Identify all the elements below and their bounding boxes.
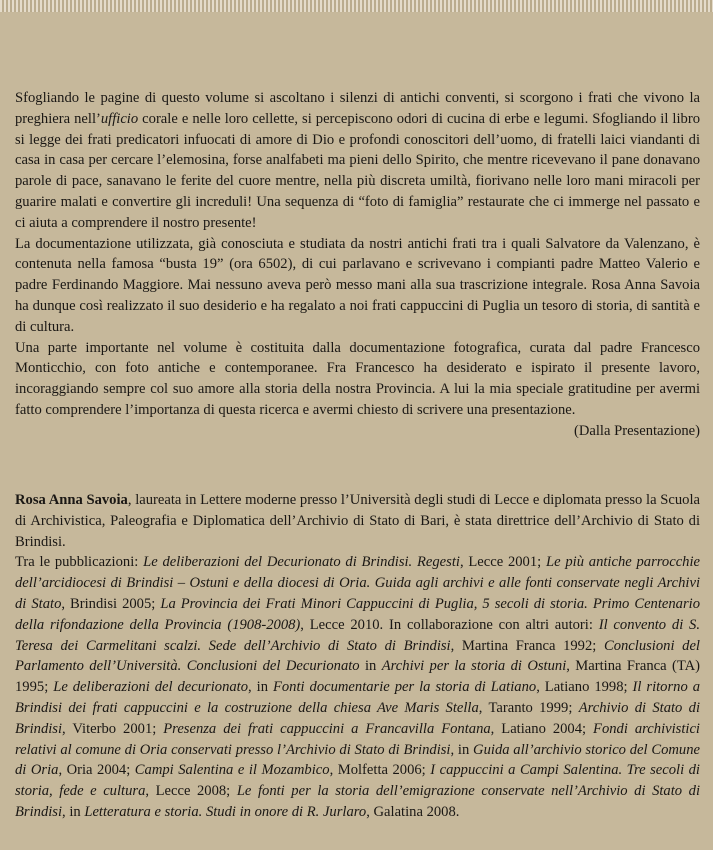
publication-text: , Oria 2004; — [58, 762, 135, 779]
publication-title: Il convento di S. Teresa dei Carmelitani scalzi. Sede dell’Archivio di Stato di Brindisi — [15, 616, 700, 654]
publication-text: , Latiano 2004; — [490, 720, 594, 737]
publications-list — [15, 552, 700, 822]
publication-title: Le deliberazioni del decurionato — [53, 679, 249, 696]
publication-title: Archivi per la storia di Ostuni — [381, 658, 567, 675]
bio-intro: Rosa Anna Savoia, laureata in Lettere moderne presso l’Università degli studi di Lecce e diplomata presso la Scuola di Archivistica, Paleografia e Diplomatica dell’Archivio di Stato di Bari, è stata direttrice dell’Archivio di Stato di Brindisi. — [15, 492, 701, 550]
publication-title: La Provincia dei Frati Minori Cappuccini di Puglia, 5 secoli di storia. Primo Centenario della rifondazione della Provincia (1908-2008) — [15, 595, 700, 633]
publication-title: Le deliberazioni del Decurionato di Brindisi. Regesti — [143, 554, 460, 571]
publication-text: , in — [62, 803, 85, 820]
publication-title: Presenza dei frati cappuccini a Francavilla Fontana — [163, 720, 491, 737]
presentation-paragraph-3: Una parte importante nel volume è costituita dalla documentazione fotografica, curata dal padre Francesco Monticchio, con foto antiche e contemporanee. Fra Francesco ha desiderato e ispirato il presente lavoro, incoraggiando sempre col suo amore alla storia della nostra Provincia. A lui la mia speciale gratitudine per avermi fatto comprendere l’importanza di questa ricerca e avermi chiesto di scrivere una presentazione. — [15, 339, 700, 418]
presentation-attribution: (Dalla Presentazione) — [573, 422, 700, 439]
publication-title: Fondi archivistici relativi al comune di Oria conservati presso l’Archivio di Stato di Brindisi — [15, 720, 700, 758]
publication-title: Il ritorno a Brindisi dei frati cappuccini e la costruzione della chiesa Ave Maris Stella — [15, 679, 700, 716]
presentation-paragraph-1: Sfogliando le pagine di questo volume si ascoltano i silenzi di antichi conventi, si scorgono i frati che vivono la preghiera nell’ufficio corale e nelle loro cellette, si percepiscono odori di cucina di erbe e legumi. Sfogliando il libro si legge dei frati predicatori infuocati di amore di Dio e profondi conoscitori dell’uomo, di fratelli laici viandanti di casa in casa per cercare l’elemosina, forse analfabeti ma pieni dello Spirito, che mentre ricevevano il pane donavano parole di pace, sanavano le ferite del cuore mentre, nella più discreta umiltà, fiorivano nelle loro mani miracoli per guarire malati e convertire gli increduli! Una sequenza di “foto di famiglia” restaurate che ci immerge nel passato e ci aiuta a comprendere il nostro presente! — [15, 90, 700, 231]
author-biography — [15, 490, 700, 823]
publication-title: Archivio di Stato di Brindisi — [15, 699, 700, 737]
publication-text: , Viterbo 2001; — [62, 720, 164, 737]
publication-title: Le fonti per la storia dell’emigrazione conservate nell’Archivio di Stato di Brindisi — [15, 783, 700, 820]
publication-text: , Latiano 1998; — [536, 679, 633, 696]
publication-text: , Lecce 2001; — [459, 554, 546, 571]
publication-title: Conclusioni del Parlamento dell’Università. Conclusioni del Decurionato — [15, 637, 700, 675]
publication-text: , Lecce 2008; — [145, 783, 237, 800]
decorative-top-border — [0, 0, 713, 12]
publication-title: Fonti documentarie per la storia di Latiano — [272, 679, 537, 696]
publication-text: , Galatina 2008. — [366, 803, 460, 820]
publication-text: , in — [450, 741, 474, 758]
presentation-excerpt — [15, 88, 700, 442]
publication-text: Tra le pubblicazioni: — [15, 554, 144, 571]
publication-text: , Molfetta 2006; — [329, 762, 431, 779]
publication-text: in — [359, 658, 382, 675]
publication-text: , in — [248, 679, 273, 696]
publication-text: , Martina Franca 1992; — [450, 637, 604, 654]
publication-title: Campi Salentina e il Mozambico — [134, 762, 330, 779]
publication-text: , Taranto 1999; — [478, 699, 579, 716]
publication-title: Letteratura e storia. Studi in onore di R. Jurlaro — [84, 803, 367, 820]
publication-title: Guida all’archivio storico del Comune di Oria — [15, 741, 700, 779]
publication-title: Le più antiche parrocchie dell’arcidiocesi di Brindisi – Ostuni e della diocesi di Oria. Guida agli archivi e alle fonti conservate negli Archivi di Stato — [15, 554, 700, 612]
publication-text: , Brindisi 2005; — [61, 595, 161, 612]
publication-text: , Lecce 2010. In collaborazione con altri autori: — [300, 616, 599, 633]
presentation-paragraph-2: La documentazione utilizzata, già conosciuta e studiata da nostri antichi frati tra i quali Salvatore da Valenzano, è contenuta nella famosa “busta 19” (ora 6502), di cui parlavano e scrivevano i compianti padre Matteo Valerio e padre Ferdinando Maggiore. Mai nessuno aveva però messo mani alla sua trascrizione integrale. Rosa Anna Savoia ha dunque così realizzato il suo desiderio e ha regalato a noi frati cappuccini di Puglia un tesoro di storia, di santità e di cultura. — [15, 235, 700, 335]
publication-title: I cappuccini a Campi Salentina. Tre secoli di storia, fede e cultura — [15, 762, 700, 800]
publication-text: , Martina Franca (TA) 1995; — [15, 658, 700, 696]
author-name: Rosa Anna Savoia — [15, 492, 128, 508]
